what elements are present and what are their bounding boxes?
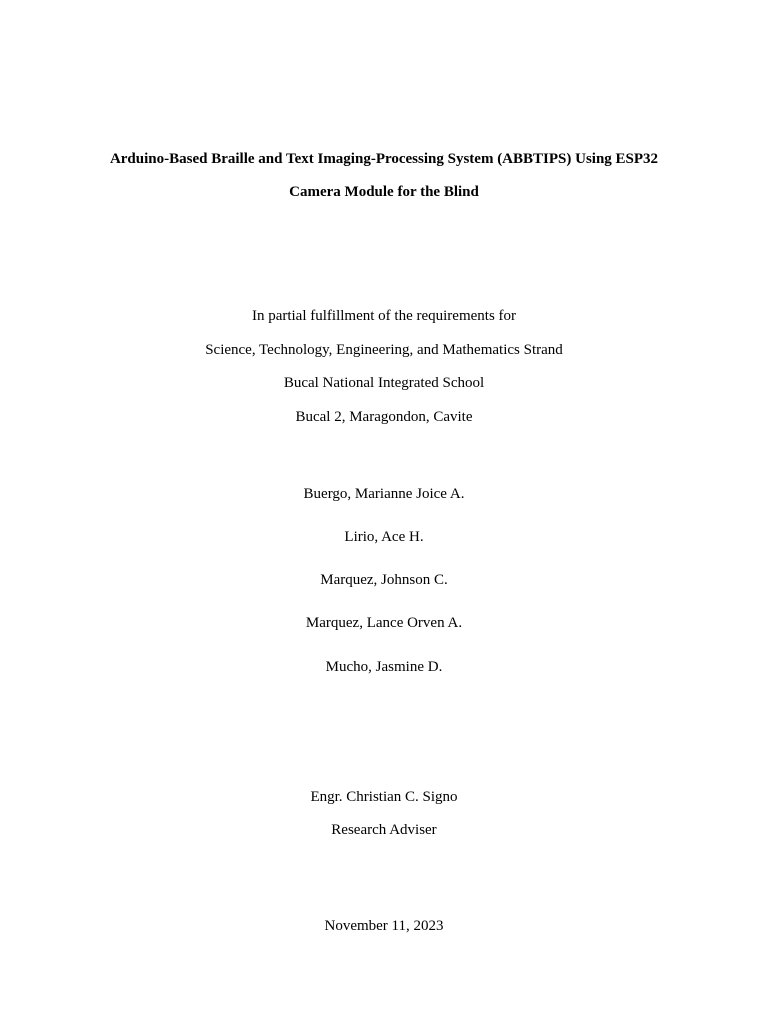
author-name: Marquez, Lance Orven A. <box>305 615 463 631</box>
submission-date: November 11, 2023 <box>324 918 444 934</box>
school-address: Bucal 2, Maragondon, Cavite <box>295 409 473 425</box>
adviser-name: Engr. Christian C. Signo <box>310 789 458 805</box>
author-name: Lirio, Ace H. <box>344 529 424 545</box>
fulfillment-statement: In partial fulfillment of the requirements for <box>251 308 517 324</box>
author-name: Mucho, Jasmine D. <box>325 659 443 675</box>
strand-name: Science, Technology, Engineering, and Mathematics Strand <box>205 342 563 358</box>
school-name: Bucal National Integrated School <box>283 375 485 391</box>
author-name: Buergo, Marianne Joice A. <box>303 486 465 502</box>
adviser-role: Research Adviser <box>331 822 437 838</box>
thesis-title-line-2: Camera Module for the Blind <box>289 184 479 200</box>
author-name: Marquez, Johnson C. <box>320 572 448 588</box>
thesis-title-line-1: Arduino-Based Braille and Text Imaging-Processing System (ABBTIPS) Using ESP32 <box>109 151 659 167</box>
